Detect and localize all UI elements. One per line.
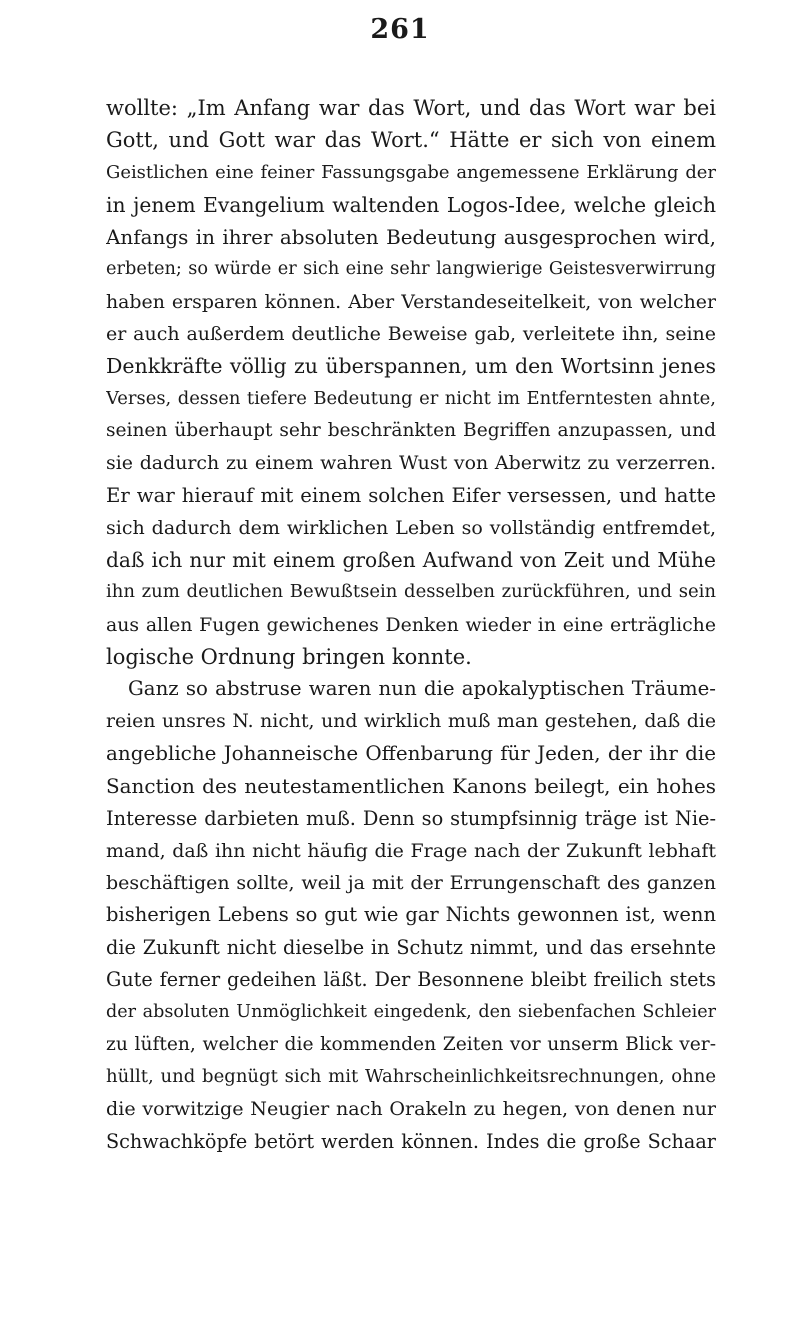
text-line: wollte: „Im Anfang war das Wort, und das Wort war bei xyxy=(106,96,716,120)
text-line: seinen überhaupt sehr beschränkten Begriffen anzupassen, und xyxy=(106,419,716,441)
page-number: 261 xyxy=(370,14,430,45)
text-line: sich dadurch dem wirklichen Leben so vollständig entfremdet, xyxy=(106,516,716,539)
text-line: Denkkräfte völlig zu überspannen, um den Wortsinn jenes xyxy=(106,354,716,379)
text-line: der absoluten Unmöglichkeit eingedenk, den siebenfachen Schleier xyxy=(106,1002,716,1023)
text-line: daß ich nur mit einem großen Aufwand von Zeit und Mühe xyxy=(106,548,716,573)
text-line: hüllt, und begnügt sich mit Wahrscheinlichkeitsrechnungen, ohne xyxy=(106,1065,716,1087)
text-line: aus allen Fugen gewichenes Denken wieder in eine erträgliche xyxy=(106,613,716,636)
text-line: die vorwitzige Neugier nach Orakeln zu hegen, von denen nur xyxy=(106,1098,716,1121)
text-line: haben ersparen können. Aber Verstandeseitelkeit, von welcher xyxy=(106,290,716,313)
text-line: angebliche Johanneische Offenbarung für Jeden, der ihr die xyxy=(106,741,716,765)
text-line: Verses, dessen tiefere Bedeutung er nicht im Entferntesten ahnte, xyxy=(106,387,716,409)
text-line: Geistlichen eine feiner Fassungsgabe angemessene Erklärung der xyxy=(106,161,716,183)
text-line: logische Ordnung bringen konnte. xyxy=(106,645,472,670)
text-line: bisherigen Lebens so gut wie gar Nichts gewonnen ist, wenn xyxy=(106,903,716,927)
text-line: Er war hierauf mit einem solchen Eifer versessen, und hatte xyxy=(106,483,716,507)
text-line: mand, daß ihn nicht häufig die Frage nach der Zukunft lebhaft xyxy=(106,839,716,862)
text-line: sie dadurch zu einem wahren Wust von Aberwitz zu verzerren. xyxy=(106,452,716,475)
text-line: Gute ferner gedeihen läßt. Der Besonnene bleibt freilich stets xyxy=(106,968,716,992)
text-line: Gott, und Gott war das Wort.“ Hätte er sich von einem xyxy=(106,128,716,153)
body-text xyxy=(106,92,716,1158)
text-line: reien unsres N. nicht, und wirklich muß man gestehen, daß die xyxy=(106,710,716,732)
text-line: Anfangs in ihrer absoluten Bedeutung ausgesprochen wird, xyxy=(106,225,716,250)
text-line: Sanction des neutestamentlichen Kanons beilegt, ein hohes xyxy=(106,774,716,799)
text-line: Interesse darbieten muß. Denn so stumpfsinnig träge ist Nie- xyxy=(106,806,716,830)
text-line: die Zukunft nicht dieselbe in Schutz nimmt, und das ersehnte xyxy=(106,935,716,959)
text-line: ihn zum deutlichen Bewußtsein desselben zurückführen, und sein xyxy=(106,581,716,603)
text-line: Schwachköpfe betört werden können. Indes die große Schaar xyxy=(106,1129,716,1153)
text-line: er auch außerdem deutliche Beweise gab, verleitete ihn, seine xyxy=(106,323,716,346)
text-line: Ganz so abstruse waren nun die apokalyptischen Träume- xyxy=(128,677,716,701)
text-line: beschäftigen sollte, weil ja mit der Errungenschaft des ganzen xyxy=(106,872,716,895)
text-line: erbeten; so würde er sich eine sehr langwierige Geistesverwirrung xyxy=(106,259,716,280)
text-line: zu lüften, welcher die kommenden Zeiten vor unserm Blick ver- xyxy=(106,1033,716,1055)
text-line: in jenem Evangelium waltenden Logos-Idee, welche gleich xyxy=(106,192,716,217)
